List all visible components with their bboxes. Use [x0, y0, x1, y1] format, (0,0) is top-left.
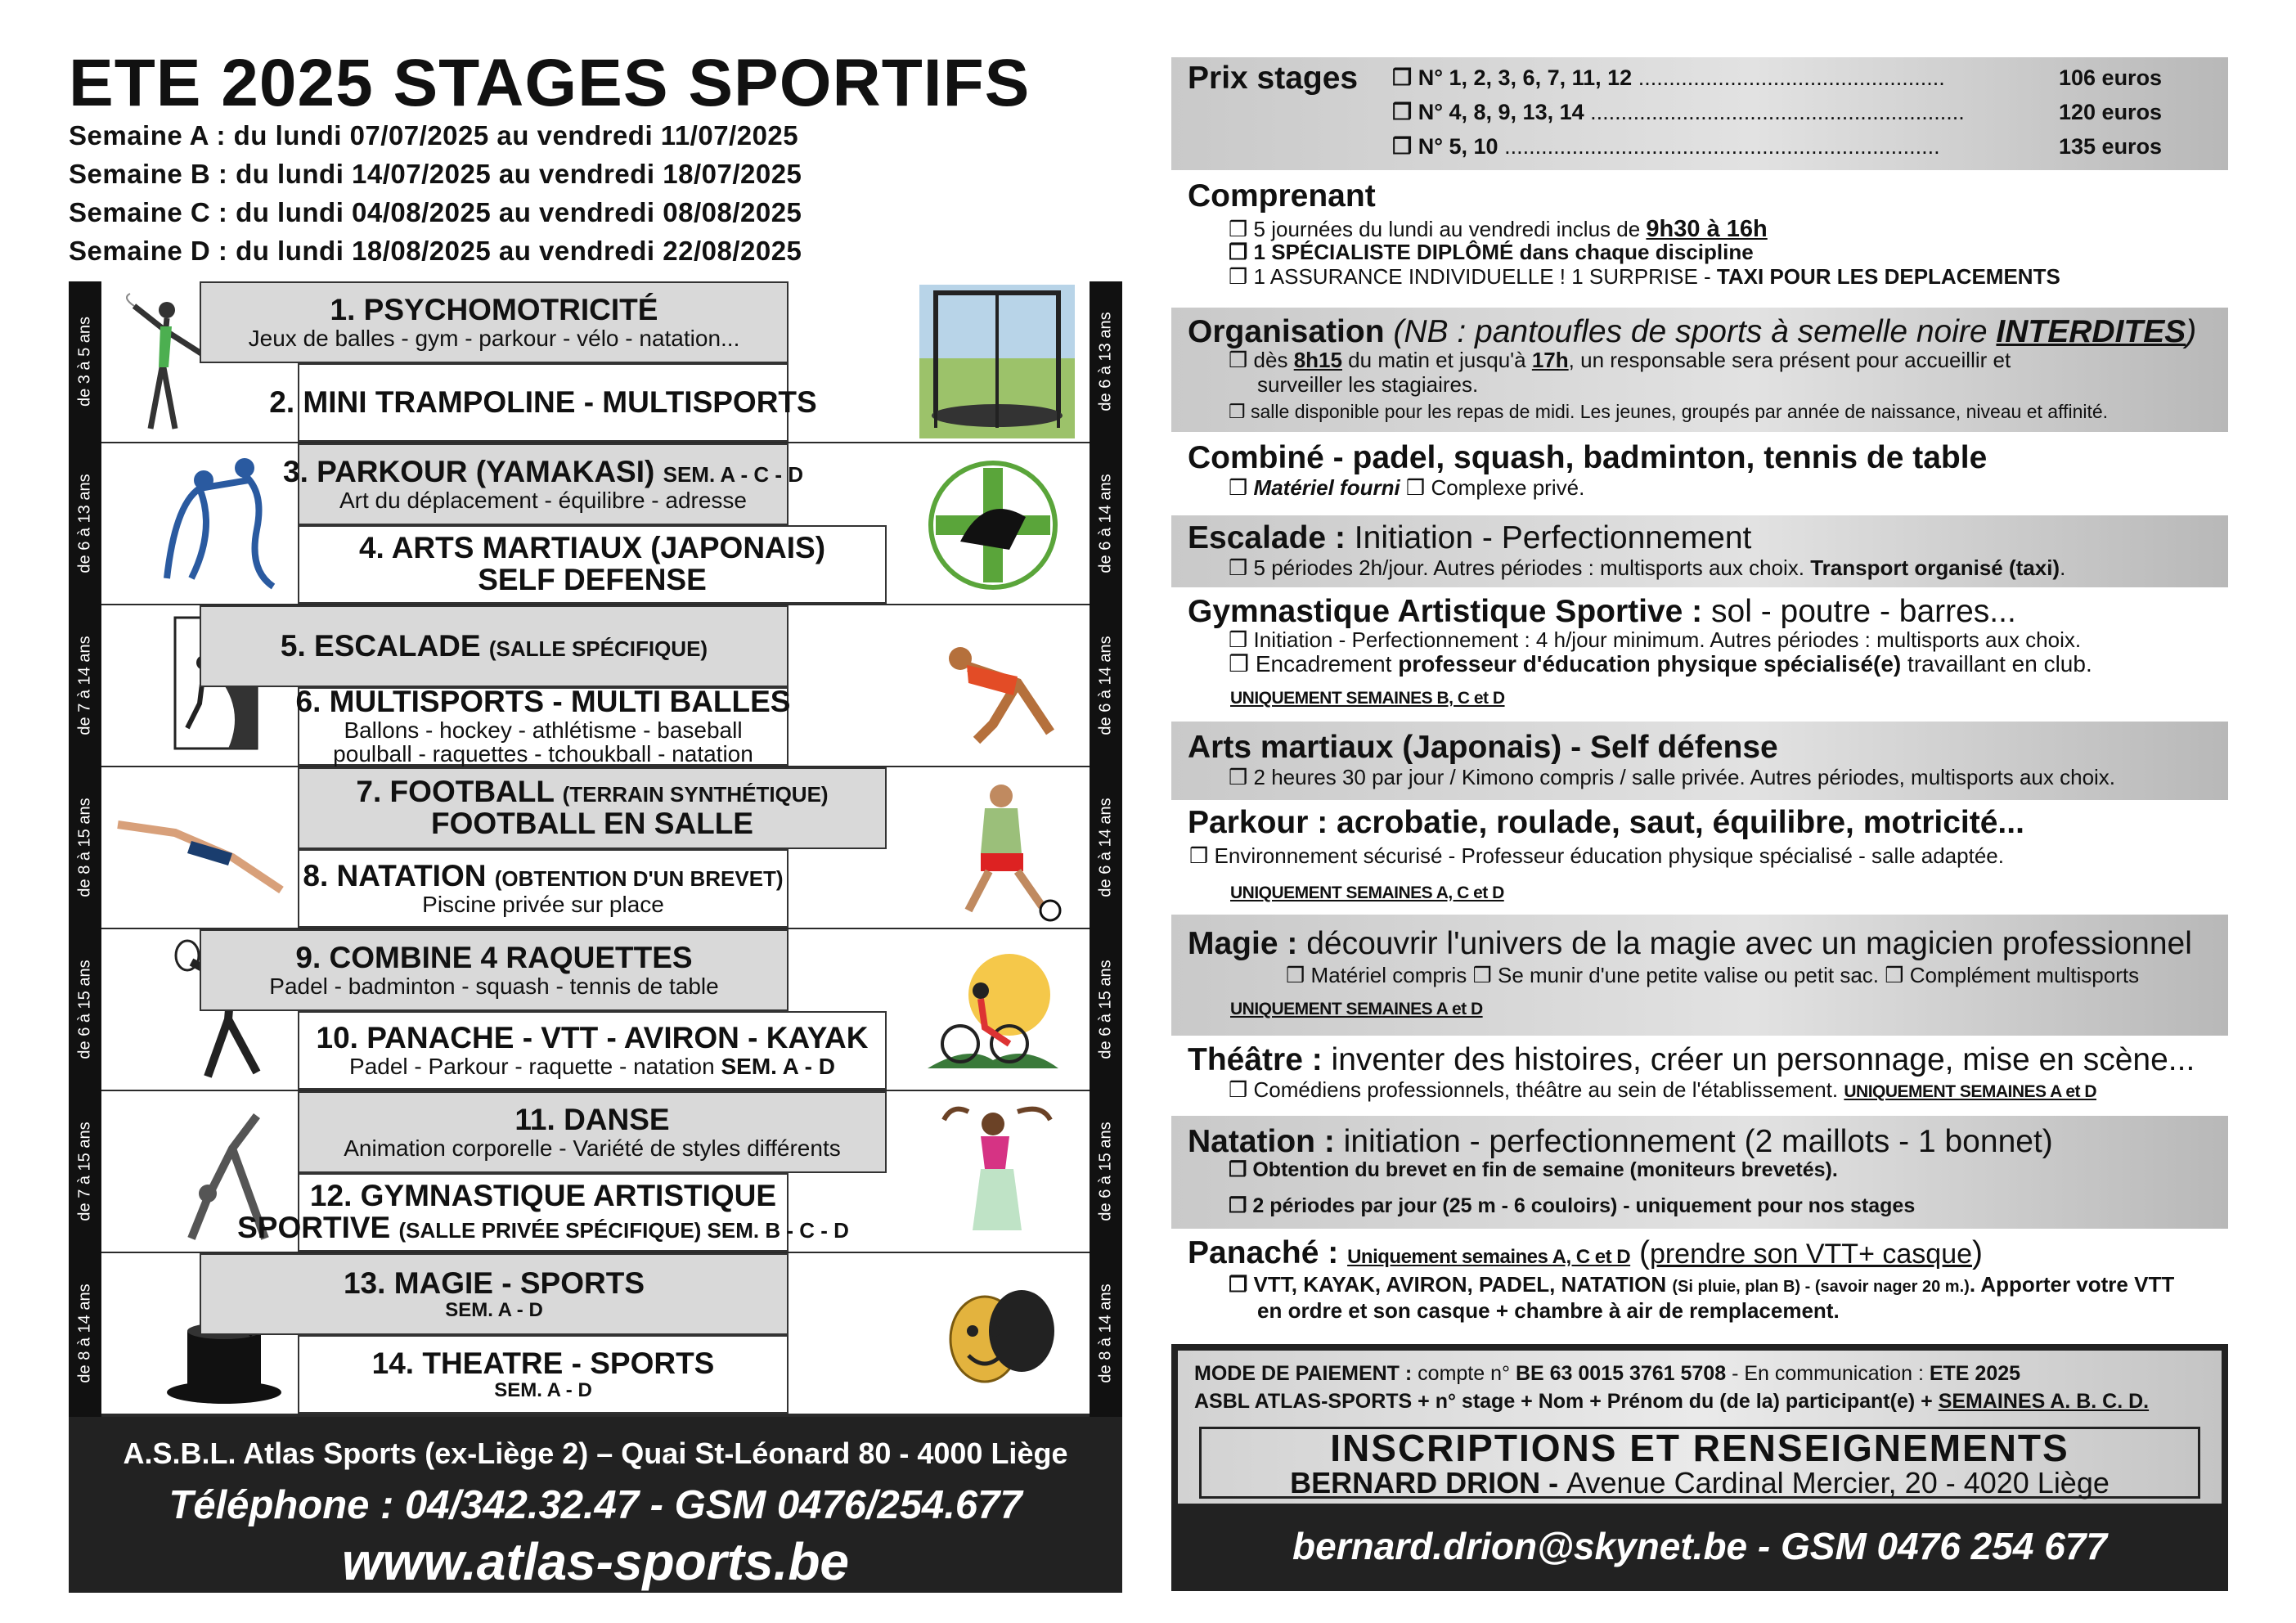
activity-1	[200, 281, 789, 363]
organisation-section	[1171, 308, 2228, 432]
panache-section	[1171, 1234, 2228, 1332]
activity-9	[200, 929, 789, 1011]
activity-group-4	[101, 767, 1090, 928]
activity-9-title: 9. COMBINE 4 RAQUETTES	[295, 940, 693, 974]
prix-section	[1171, 57, 2228, 170]
contact-email[interactable]: bernard.drion@skynet.be - GSM 0476 254 677	[1292, 1525, 2107, 1567]
comprenant-section	[1171, 178, 2228, 301]
age-left-5: de 6 à 15 ans	[75, 960, 94, 1059]
week-c: Semaine C : du lundi 04/08/2025 au vendredi 08/08/2025	[69, 197, 802, 227]
gym-note: UNIQUEMENT SEMAINES B, C et D	[1230, 689, 1505, 708]
age-right-5: de 6 à 15 ans	[1096, 960, 1115, 1059]
week-a: Semaine A : du lundi 07/07/2025 au vendredi 11/07/2025	[69, 120, 799, 151]
swimmer-dive-icon	[110, 808, 290, 898]
theatre-masks-icon	[936, 1286, 1067, 1392]
age-left-3: de 7 à 14 ans	[75, 636, 94, 735]
page-title: ETE 2025 STAGES SPORTIFS	[69, 46, 1031, 120]
activity-2	[269, 363, 817, 442]
activity-4-title2: SELF DEFENSE	[478, 563, 707, 596]
prix-price-2: 120 euros	[2059, 100, 2163, 124]
activity-7	[298, 767, 887, 849]
activities-panel	[69, 281, 1122, 1593]
dancer-icon	[936, 1095, 1058, 1247]
activity-group-3	[101, 605, 1090, 766]
magie-line-1: ❒ Matériel compris ❒ Se munir d'une petite valise ou petit sac. ❒ Complément multisports	[1286, 963, 2140, 987]
age-right-1: de 6 à 13 ans	[1096, 312, 1115, 411]
combine-line-1: ❒ Matériel fourni ❒ Complexe privé.	[1229, 475, 1585, 500]
prix-price-1: 106 euros	[2059, 65, 2163, 90]
parkour-note: UNIQUEMENT SEMAINES A, C et D	[1230, 883, 1504, 902]
arts-title: Arts martiaux (Japonais) - Self défense	[1188, 730, 1778, 765]
activity-14-title: 14. THEATRE - SPORTS	[371, 1346, 715, 1380]
activity-3-sub: Art du déplacement - équilibre - adresse	[339, 487, 748, 513]
activity-7-title: 7. FOOTBALL (TERRAIN SYNTHÉTIQUE)	[356, 775, 829, 809]
comprenant-line-1: ❒ 5 journées du lundi au vendredi inclus de 9h30 à 16h	[1229, 216, 1768, 242]
age-left-2: de 6 à 13 ans	[75, 474, 94, 573]
comprenant-line-3: ❒ 1 ASSURANCE INDIVIDUELLE ! 1 SURPRISE - TAXI POUR LES DEPLACEMENTS	[1229, 264, 2060, 289]
activity-group-1	[101, 281, 1090, 442]
activity-8	[298, 849, 789, 928]
activity-13-title: 13. MAGIE - SPORTS	[343, 1266, 645, 1300]
natation-line-1: ❒ Obtention du brevet en fin de semaine (moniteurs brevetés).	[1229, 1158, 1838, 1181]
parkour-icon	[919, 460, 1067, 591]
website-link[interactable]: www.atlas-sports.be	[342, 1532, 849, 1591]
activity-3-title: 3. PARKOUR (YAMAKASI) SEM. A - C - D	[283, 454, 804, 488]
activity-1-sub: Jeux de balles - gym - parkour - vélo - natation...	[248, 325, 740, 351]
age-left-4: de 8 à 15 ans	[75, 798, 94, 897]
natation-line-2: ❒ 2 périodes par jour (25 m - 6 couloirs) - uniquement pour nos stages	[1229, 1194, 1916, 1217]
phone: Téléphone : 04/342.32.47 - GSM 0476/254.677	[168, 1483, 1022, 1527]
age-left-7: de 8 à 14 ans	[75, 1284, 94, 1383]
gym-line-2: ❒ Encadrement professeur d'éducation physique spécialisé(e) travaillant en club.	[1229, 651, 2092, 677]
activity-5	[200, 605, 789, 687]
magie-title: Magie : découvrir l'univers de la magie avec un magicien professionnel	[1188, 926, 2192, 961]
age-right-6: de 6 à 15 ans	[1096, 1122, 1115, 1221]
football-player-icon	[936, 776, 1067, 923]
activity-11-title: 11. DANSE	[514, 1102, 670, 1136]
activity-6-title: 6. MULTISPORTS - MULTI BALLES	[295, 685, 791, 719]
activity-12-title: 12. GYMNASTIQUE ARTISTIQUE	[309, 1179, 777, 1213]
age-right-4: de 6 à 14 ans	[1096, 798, 1115, 897]
gym-line-1: ❒ Initiation - Perfectionnement : 4 h/jour minimum. Autres périodes : multisports aux choix.	[1229, 627, 2082, 652]
theatre-title: Théâtre : inventer des histoires, créer un personnage, mise en scène...	[1188, 1042, 2195, 1077]
arts-section	[1171, 722, 2228, 800]
theatre-section	[1171, 1042, 2228, 1111]
parkour-section	[1171, 805, 2228, 911]
theatre-line-1: ❒ Comédiens professionnels, théâtre au sein de l'établissement. UNIQUEMENT SEMAINES A et D	[1229, 1077, 2096, 1102]
organisation-title: Organisation (NB : pantoufles de sports à semelle noire INTERDITES)	[1188, 314, 2197, 349]
payment-line-1: MODE DE PAIEMENT : compte n° BE 63 0015 3761 5708 - En communication : ETE 2025	[1194, 1362, 2021, 1385]
comprenant-line-2: ❒ 1 SPÉCIALISTE DIPLÔMÉ dans chaque discipline	[1229, 240, 1754, 264]
panache-line-1: ❒ VTT, KAYAK, AVIRON, PADEL, NATATION (Si pluie, plan B) - (savoir nager 20 m.). Apporter votre VTT	[1229, 1272, 2175, 1297]
activity-9-sub: Padel - badminton - squash - tennis de table	[269, 973, 719, 999]
payment-box	[1171, 1344, 2228, 1591]
activity-4	[298, 525, 887, 604]
inscriptions-box	[1199, 1427, 2200, 1499]
activity-1-title: 1. PSYCHOMOTRICITÉ	[330, 292, 658, 326]
cyclist-icon	[919, 946, 1067, 1077]
activity-group-2	[101, 443, 1090, 604]
panache-title: Panaché : Uniquement semaines A, C et D (prendre son VTT+ casque)	[1188, 1235, 1984, 1270]
activity-6-sub: Ballons - hockey - athlétisme - baseball	[344, 717, 743, 744]
activity-12	[237, 1173, 849, 1252]
escalade-section	[1171, 515, 2228, 587]
activity-14-sub: SEM. A - D	[494, 1378, 592, 1401]
week-d: Semaine D : du lundi 18/08/2025 au vendredi 22/08/2025	[69, 236, 802, 266]
natation-title: Natation : initiation - perfectionnement (2 maillots - 1 bonnet)	[1188, 1124, 2053, 1159]
prix-row-3: ❒ N° 5, 10 .......................................................................	[1392, 134, 1940, 159]
parkour-line-1: ❒ Environnement sécurisé - Professeur éducation physique spécialisé - salle adaptée.	[1189, 843, 2004, 868]
activity-11	[298, 1091, 887, 1173]
organisation-line-1: ❒ dès 8h15 du matin et jusqu'à 17h, un responsable sera présent pour accueillir et	[1229, 348, 2011, 372]
age-right-2: de 6 à 14 ans	[1096, 474, 1115, 573]
escalade-line-1: ❒ 5 périodes 2h/jour. Autres périodes : multisports aux choix. Transport organisé (taxi).	[1229, 555, 2066, 580]
prix-price-3: 135 euros	[2059, 134, 2163, 159]
activity-4-title: 4. ARTS MARTIAUX (JAPONAIS)	[358, 531, 826, 565]
activity-6	[295, 685, 791, 767]
contact-footer	[69, 1417, 1122, 1593]
gym-section	[1171, 594, 2228, 717]
combine-section	[1171, 440, 2228, 506]
natation-section	[1171, 1116, 2228, 1229]
activity-2-title: 2. MINI TRAMPOLINE - MULTISPORTS	[269, 384, 817, 419]
age-left-6: de 7 à 15 ans	[75, 1122, 94, 1221]
prix-row-2: ❒ N° 4, 8, 9, 13, 14 .............................................................	[1392, 100, 1965, 124]
activity-8-sub: Piscine privée sur place	[422, 891, 664, 917]
activity-10-sub: Padel - Parkour - raquette - natation SEM. A - D	[349, 1053, 835, 1079]
prix-row-1: ❒ N° 1, 2, 3, 6, 7, 11, 12 ..................................................	[1392, 65, 1945, 90]
magie-section	[1171, 915, 2228, 1036]
activity-3	[283, 443, 804, 525]
prix-title: Prix stages	[1188, 61, 1359, 96]
activities-grid	[101, 281, 1090, 1593]
trampoline-icon	[919, 285, 1075, 438]
age-right-7: de 8 à 14 ans	[1096, 1284, 1115, 1383]
activity-13	[200, 1253, 789, 1335]
payment-inner	[1178, 1351, 2222, 1504]
age-left-1: de 3 à 5 ans	[75, 316, 94, 407]
activity-group-7	[101, 1253, 1090, 1414]
payment-line-2: ASBL ATLAS-SPORTS + n° stage + Nom + Prénom du (de la) participant(e) + SEMAINES A. B. C. D.	[1194, 1390, 2150, 1413]
activity-5-title: 5. ESCALADE (SALLE SPÉCIFIQUE)	[280, 628, 708, 663]
inscriptions-contact: BERNARD DRION - Avenue Cardinal Mercier, 20 - 4020 Liège	[1290, 1466, 2110, 1499]
activity-13-sub: SEM. A - D	[445, 1298, 543, 1321]
sprinter-icon	[919, 626, 1075, 749]
comprenant-title: Comprenant	[1188, 178, 1376, 214]
martial-arts-icon	[142, 456, 306, 595]
week-b: Semaine B : du lundi 14/07/2025 au vendredi 18/07/2025	[69, 159, 802, 189]
activity-11-sub: Animation corporelle - Variété de styles différents	[344, 1135, 841, 1161]
activity-14	[298, 1335, 789, 1414]
activity-8-title: 8. NATATION (OBTENTION D'UN BREVET)	[303, 858, 784, 892]
activity-10	[298, 1011, 887, 1090]
magie-note: UNIQUEMENT SEMAINES A et D	[1230, 1000, 1483, 1018]
activity-7-title2: FOOTBALL EN SALLE	[431, 807, 753, 840]
address: A.S.B.L. Atlas Sports (ex-Liège 2) – Quai St-Léonard 80 - 4000 Liège	[123, 1436, 1068, 1470]
panache-line-2: en ordre et son casque + chambre à air de remplacement.	[1257, 1298, 1840, 1323]
combine-title: Combiné - padel, squash, badminton, tennis de table	[1188, 440, 1988, 475]
activity-6-sub2: poulball - raquettes - tchoukball - natation	[333, 741, 753, 767]
age-right-3: de 6 à 14 ans	[1096, 636, 1115, 735]
escalade-title: Escalade : Initiation - Perfectionnement	[1188, 520, 1752, 555]
activity-group-6	[101, 1091, 1090, 1252]
parkour-title: Parkour : acrobatie, roulade, saut, équilibre, motricité...	[1188, 805, 2024, 840]
organisation-line-1b: surveiller les stagiaires.	[1257, 372, 1479, 397]
organisation-line-2: ❒ salle disponible pour les repas de midi. Les jeunes, groupés par année de naissance, niveau et affinité.	[1229, 401, 2109, 422]
activity-10-title: 10. PANACHE - VTT - AVIRON - KAYAK	[316, 1020, 869, 1054]
activity-12-title2: SPORTIVE (SALLE PRIVÉE SPÉCIFIQUE) SEM. B - C - D	[237, 1211, 849, 1244]
activity-group-5	[101, 929, 1090, 1090]
gym-title: Gymnastique Artistique Sportive : sol - poutre - barres...	[1188, 594, 2016, 629]
inscriptions-title: INSCRIPTIONS ET RENSEIGNEMENTS	[1330, 1427, 2069, 1469]
arts-line-1: ❒ 2 heures 30 par jour / Kimono compris / salle privée. Autres périodes, multisports aux choix.	[1229, 765, 2116, 789]
